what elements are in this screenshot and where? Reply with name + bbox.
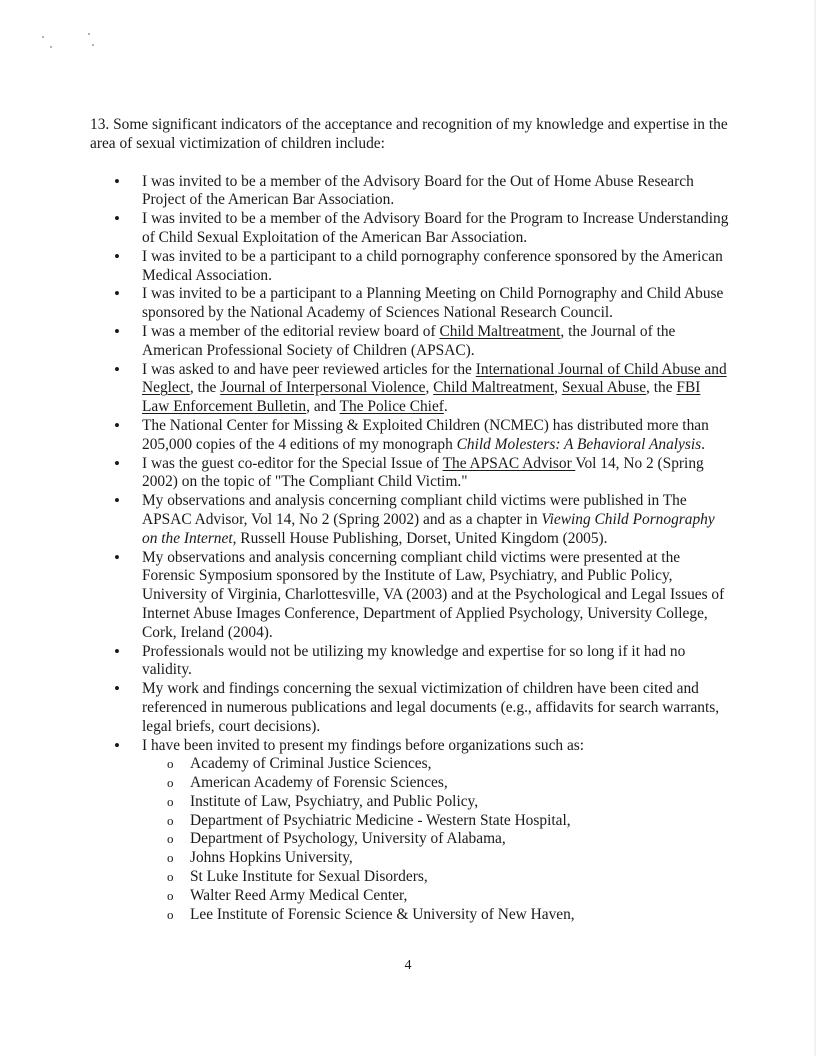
scan-speck [88, 33, 90, 35]
organization-item: o Walter Reed Army Medical Center, [142, 887, 730, 906]
text-run: My observations and analysis concerning compliant child victims were published in The APSAC Advisor, Vol 14, No 2 (Spring 2002) and as a chapter in [142, 492, 687, 528]
list-item: • I was invited to be a participant to a child pornography conference sponsored by the American Medical Association. [90, 248, 730, 286]
text-run: I was a member of the editorial review board of [142, 322, 440, 340]
organization-item: o St Luke Institute for Sexual Disorders, [142, 868, 730, 887]
page-number: 4 [404, 958, 412, 973]
text-run: . [443, 398, 448, 416]
text-run: , the [646, 379, 677, 397]
list-item [90, 323, 730, 361]
text-run: , Russell House Publishing, Dorset, United Kingdom (2005). [232, 529, 608, 547]
document-body [90, 116, 730, 924]
organization-item: o Academy of Criminal Justice Sciences, [142, 755, 730, 774]
journal-title: FBI Law Enforcement Bulletin [142, 379, 701, 416]
journal-title: Journal of Interpersonal Violence [220, 379, 426, 397]
text-run: , and [306, 398, 340, 416]
book-title: Viewing Child Pornography on the Internet [142, 510, 715, 547]
list-item: • I was invited to be a participant to a Planning Meeting on Child Pornography and Child Abuse sponsored by the National Academy of Sciences National Research Council. [90, 285, 730, 323]
text-run: The National Center for Missing & Exploited Children (NCMEC) has distributed more than 205,000 copies of the 4 editions of my monograph [142, 416, 709, 453]
list-item: • My work and findings concerning the sexual victimization of children have been cited and referenced in numerous publications and legal documents (e.g., affidavits for search warrants, legal briefs, court decisions). [90, 680, 730, 736]
text-run: I was the guest co-editor for the Special Issue of [142, 454, 443, 472]
monograph-title: Child Molesters: A Behavioral Analysis [456, 435, 702, 453]
list-item [90, 492, 730, 548]
organization-item: o American Academy of Forensic Sciences, [142, 774, 730, 793]
text-run: , [425, 379, 434, 397]
list-item: • Professionals would not be utilizing my knowledge and expertise for so long if it had no validity. [90, 643, 730, 681]
list-item: • My observations and analysis concerning compliant child victims were presented at the Forensic Symposium sponsored by the Institute of Law, Psychiatry, and Public Policy, University of Virginia, Charlottesville, VA (2003) and at the Psychological and Legal Issues of Internet Abuse Images Conference, Department of Applied Psychology, University College, Cork, Ireland (2004). [90, 549, 730, 643]
text-run: I was asked to and have peer reviewed articles for the [142, 360, 476, 378]
organization-item: o Department of Psychology, University of Alabama, [142, 830, 730, 849]
publication-title: The APSAC Advisor [442, 454, 576, 472]
list-item [90, 361, 730, 417]
paragraph-13-intro: 13. Some significant indicators of the acceptance and recognition of my knowledge and expertise in the area of sexual victimization of children include: [90, 116, 728, 152]
text-run: Vol 14, No 2 (Spring 2002) on the topic of "The Compliant Child Victim." [142, 454, 704, 491]
text-run: . [701, 435, 705, 453]
organization-item: o Institute of Law, Psychiatry, and Public Policy, [142, 793, 730, 812]
organization-item: o Johns Hopkins University, [142, 849, 730, 868]
scan-speck [42, 36, 44, 38]
list-item [90, 455, 730, 493]
indicators-list [90, 173, 730, 925]
list-item [90, 737, 730, 925]
text-run: , the Journal of the American Professional Society of Children (APSAC). [142, 322, 676, 359]
text-run: I have been invited to present my findings before organizations such as: [142, 736, 585, 754]
journal-title: Sexual Abuse [561, 379, 647, 397]
organization-item: o Lee Institute of Forensic Science & University of New Haven, [142, 906, 730, 925]
journal-title: The Police Chief [339, 398, 444, 416]
scan-speck [50, 46, 52, 48]
scan-speck [92, 44, 94, 46]
list-item: • I was invited to be a member of the Advisory Board for the Out of Home Abuse Research Project of the American Bar Association. [90, 173, 730, 211]
journal-title: Child Maltreatment [433, 379, 555, 397]
organizations-sublist [142, 755, 730, 924]
list-item [90, 417, 730, 455]
text-run: , the [189, 379, 221, 397]
organization-item: o Department of Psychiatric Medicine - Western State Hospital, [142, 812, 730, 831]
list-item: • I was invited to be a member of the Advisory Board for the Program to Increase Understanding of Child Sexual Exploitation of the American Bar Association. [90, 210, 730, 248]
journal-title-child-maltreatment: Child Maltreatment [439, 322, 561, 340]
journal-title: International Journal of Child Abuse and Neglect [142, 360, 727, 397]
text-run: , [554, 379, 562, 397]
